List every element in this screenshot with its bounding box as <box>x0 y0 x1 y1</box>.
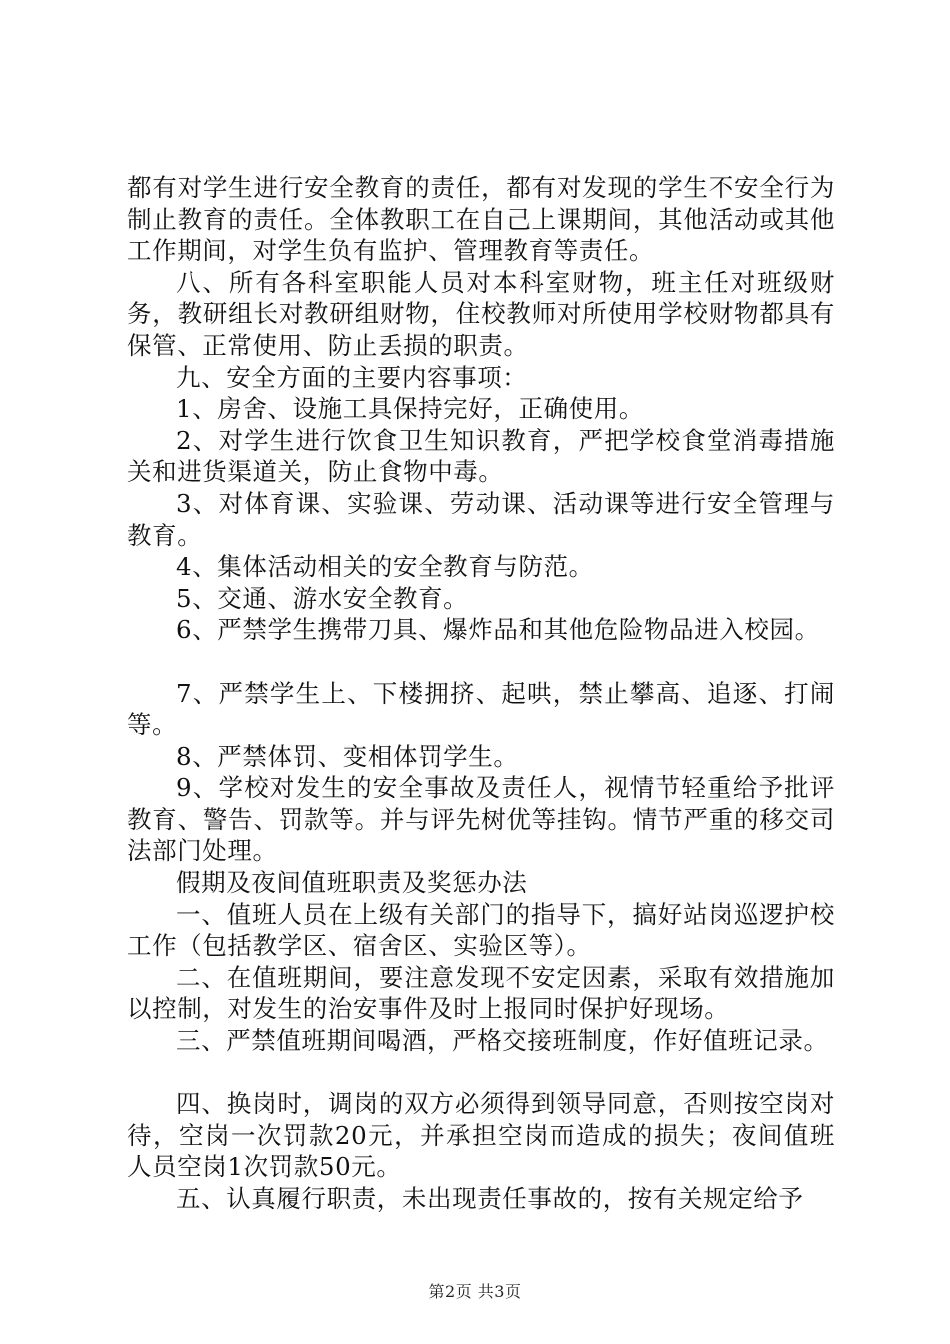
duty-item-1: 一、值班人员在上级有关部门的指导下，搞好站岗巡逻护校工作（包括教学区、宿舍区、实验区等）。 <box>127 899 835 961</box>
blank-line <box>127 1057 835 1089</box>
list-item-4: 4、集体活动相关的安全教育与防范。 <box>176 552 594 582</box>
document-body <box>127 172 835 1215</box>
paragraph-continuation: 都有对学生进行安全教育的责任，都有对发现的学生不安全行为制止教育的责任。全体教职工在自己上课期间，其他活动或其他工作期间，对学生负有监护、管理教育等责任。 <box>127 173 835 266</box>
list-item-8: 8、严禁体罚、变相体罚学生。 <box>176 741 519 771</box>
list-item-6: 6、严禁学生携带刀具、爆炸品和其他危险物品进入校园。 <box>176 615 820 645</box>
list-item-2: 2、对学生进行饮食卫生知识教育，严把学校食堂消毒措施关和进货渠道关，防止食物中毒。 <box>127 425 835 487</box>
duty-item-4: 四、换岗时，调岗的双方必须得到领导同意，否则按空岗对待，空岗一次罚款20元，并承担空岗而造成的损失；夜间值班人员空岗1次罚款50元。 <box>127 1089 835 1182</box>
paragraph-item-8: 八、所有各科室职能人员对本科室财物，班主任对班级财务，教研组长对教研组财物，住校教师对所使用学校财物都具有保管、正常使用、防止丢损的职责。 <box>127 267 835 360</box>
paragraph-item-9-heading: 九、安全方面的主要内容事项： <box>176 362 528 392</box>
list-item-3: 3、对体育课、实验课、劳动课、活动课等进行安全管理与教育。 <box>127 488 835 550</box>
blank-line <box>127 646 835 678</box>
list-item-9: 9、学校对发生的安全事故及责任人，视情节轻重给予批评教育、警告、罚款等。并与评先树优等挂钩。情节严重的移交司法部门处理。 <box>127 773 835 866</box>
list-item-5: 5、交通、游水安全教育。 <box>176 583 469 613</box>
duty-item-2: 二、在值班期间，要注意发现不安定因素，采取有效措施加以控制，对发生的治安事件及时上报同时保护好现场。 <box>127 962 835 1024</box>
section-heading: 假期及夜间值班职责及奖惩办法 <box>176 868 528 898</box>
duty-item-5: 五、认真履行职责，未出现责任事故的，按有关规定给予 <box>176 1184 804 1213</box>
list-item-7: 7、严禁学生上、下楼拥挤、起哄，禁止攀高、追逐、打闹等。 <box>127 678 835 740</box>
list-item-1: 1、房舍、设施工具保持完好，正确使用。 <box>176 394 644 424</box>
page-footer: 第2页 共3页 <box>428 1282 522 1301</box>
duty-item-3: 三、严禁值班期间喝酒，严格交接班制度，作好值班记录。 <box>176 1026 829 1056</box>
